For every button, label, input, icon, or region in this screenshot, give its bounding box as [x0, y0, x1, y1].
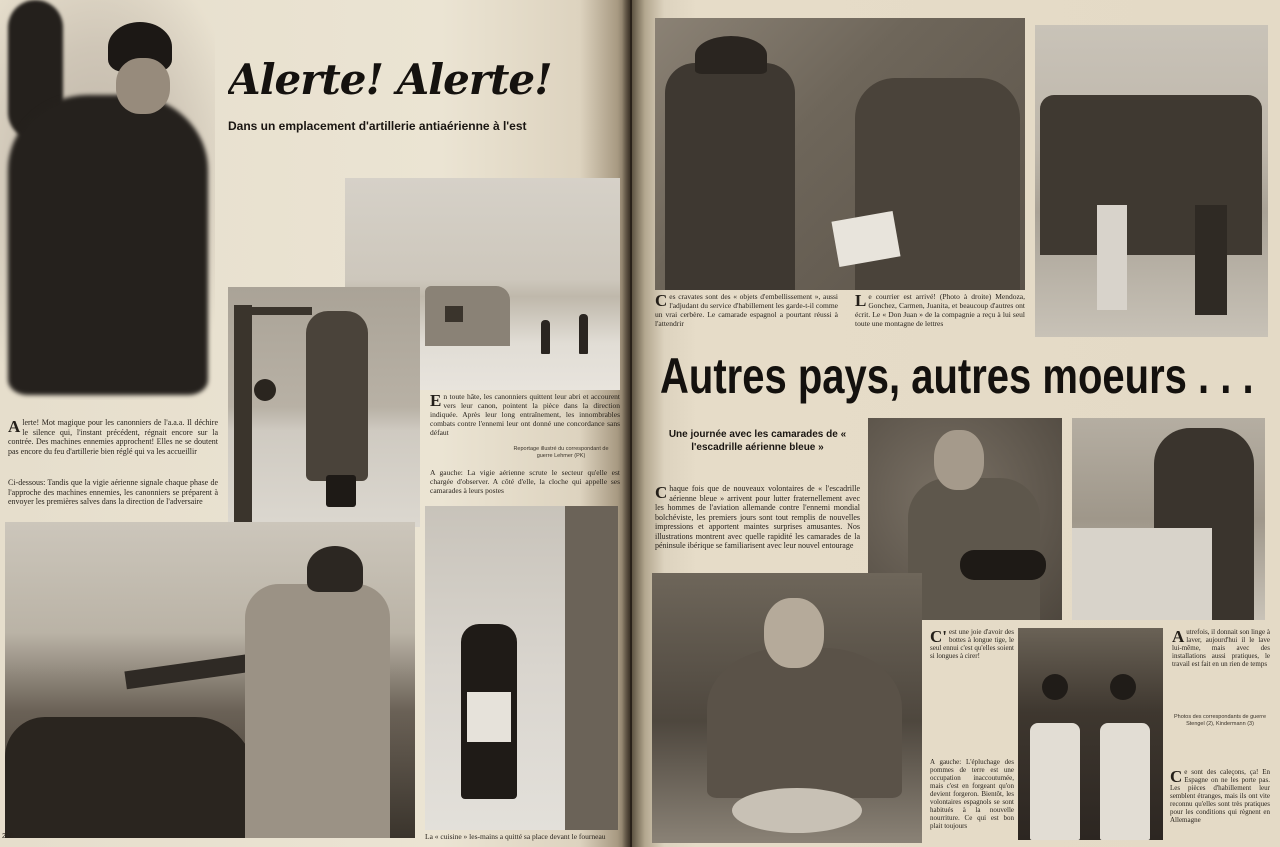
soldiers-group — [1040, 95, 1262, 255]
caption-below: Ci-dessous: Tandis que la vigie aérienne signale chaque phase de l'approche des machines ennemies, les canonniers se préparent à envoyer les premières salves dans la direction de l'adversaire — [8, 478, 218, 506]
photo-potato-peeling — [652, 573, 922, 843]
gun-crew-group — [5, 717, 255, 838]
caption-lookout: A gauche: La vigie aérienne scrute le secteur qu'elle est chargée d'observer. A côté d'elle, la cloche qui appelle ses camarades à leurs postes — [430, 468, 620, 495]
soldier-silhouette — [541, 320, 550, 354]
caption-gunners: En toute hâte, les canonniers quittent leur abri et accourent vers leur canon, pointent la pièce dans la direction indiquée. Après leur long entraînement, les innombrables combats contre l'ennemi leur ont donné une concordance sans défaut — [430, 392, 620, 437]
wooden-post — [234, 305, 252, 527]
volunteer-face — [934, 430, 984, 490]
long-underwear — [1030, 723, 1080, 840]
long-boot — [960, 550, 1046, 580]
photo-air-lookout — [228, 287, 420, 527]
article-title: Alerte! Alerte! — [228, 55, 552, 104]
soldier-face — [116, 58, 170, 114]
photo-mail-call — [1035, 25, 1268, 337]
caption-underwear: Ce sont des caleçons, ça! En Espagne on ne les porte pas. Les pièces d'habillement leur semblent étranges, mais ils ont vite reconnu qu'elles sont très pratiques pour les conditions qui règnent en Allemagne — [1170, 768, 1270, 824]
photo-credit: Reportage illustré du correspondant de guerre Lehmer (PK) — [513, 446, 609, 459]
wash-tub — [1072, 528, 1212, 620]
photo-gun-crew — [5, 522, 415, 838]
volunteer-figure — [908, 478, 1040, 620]
ruin-window — [445, 306, 463, 322]
officer-figure — [665, 63, 795, 290]
gun-barrel — [124, 653, 260, 690]
article-subtitle: Dans un emplacement d'artillerie antiaérienne à l'est — [228, 119, 527, 133]
article-intro: Chaque fois que de nouveaux volontaires de « l'escadrille aérienne bleue » arrivent pour lutter fraternellement avec les hommes de l'aviation allemande contre l'ennemi mondial bolchéviste, les premiers jours sont tout remplis de nouvelles impressions et apportent maintes surprises amusantes. Nos illustrations montrent avec quelle rapidité les camarades de la péninsule ibérique se familiarisent avec leur nouvel entourage — [655, 484, 860, 550]
article-headline-text: Autres pays, autres moeurs . . . — [660, 348, 1254, 404]
soldier-head — [1110, 674, 1136, 700]
caption-boots: C'est une joie d'avoir des bottes à longue tige, le seul ennui c'est qu'elles soient si longues à cirer! — [930, 628, 1014, 660]
photo-underwear — [1018, 628, 1163, 840]
alarm-bell — [254, 379, 276, 401]
dark-trousers — [1195, 205, 1227, 315]
article-headline — [660, 346, 1272, 408]
cook-apron — [467, 692, 511, 742]
caption-mail: Le courrier est arrivé! (Photo à droite) Mendoza, Gonchez, Carmen, Juanita, et beaucoup d'autres ont écrit. Le « Don Juan » de la compagnie a reçu à lui seul toute une montagne de lettres — [855, 292, 1025, 328]
soldier-head — [1042, 674, 1068, 700]
steel-helmet — [307, 546, 363, 592]
long-underwear — [1100, 723, 1150, 840]
photo-cook — [425, 506, 618, 830]
caption-laundry: Autrefois, il donnait son linge à laver, aujourd'hui il le lave lui-même, mais avec des installations aussi pratiques, le travail est fait en un rien de temps — [1172, 628, 1270, 668]
page-number: 206 — [2, 833, 14, 840]
lookout-coat — [306, 311, 368, 481]
peeler-face — [764, 598, 824, 668]
officer-cap — [695, 36, 767, 74]
photo-clothing-depot — [655, 18, 1025, 290]
potato-bowl — [732, 788, 862, 833]
soldier-silhouette — [579, 314, 588, 354]
lookout-boots — [326, 475, 356, 507]
caption-alert: Alerte! Mot magique pour les canonniers de l'a.a.a. Il déchire le silence qui, l'instant précédent, régnait encore sur la contrée. Des machines ennemies approchent! Elles ne se doutent pas encore du feu d'artillerie bien réglé qui va les accueillir — [8, 418, 218, 456]
post-crossbar — [234, 307, 312, 315]
standing-gunner-coat — [245, 584, 390, 838]
soldier-body — [8, 95, 208, 395]
caption-clothing: Ces cravates sont des « objets d'embellissement », aussi l'adjudant du service d'habillement les garde-t-il comme un vrai cerbère. Le camarade espagnol a pourtant réussi à l'attendrir — [655, 292, 838, 328]
caption-cook: La « cuisine » les-mains a quitté sa place devant le fourneau — [425, 832, 606, 841]
photo-credit: Photos des correspondants de guerre Stengel (2), Kindermann (3) — [1173, 714, 1267, 727]
right-page — [632, 0, 1280, 847]
photo-laundry — [1072, 418, 1265, 620]
left-page — [0, 0, 630, 847]
peeler-figure — [707, 648, 902, 798]
wooden-shack — [565, 506, 618, 830]
light-trousers — [1097, 205, 1127, 310]
ruin-wall — [425, 286, 510, 346]
photo-soldier-alert — [0, 0, 215, 400]
caption-potatoes: A gauche: L'épluchage des pommes de terre est une occupation inaccoutumée, mais c'est en forgeant qu'on devient forgeron. Bientôt, les volontaires espagnols se sont habitués à la nouvelle nourriture. Ce qui est bon plait toujours — [930, 758, 1014, 830]
article-subheading: Une journée avec les camarades de « l'escadrille aérienne bleue » — [668, 429, 847, 453]
